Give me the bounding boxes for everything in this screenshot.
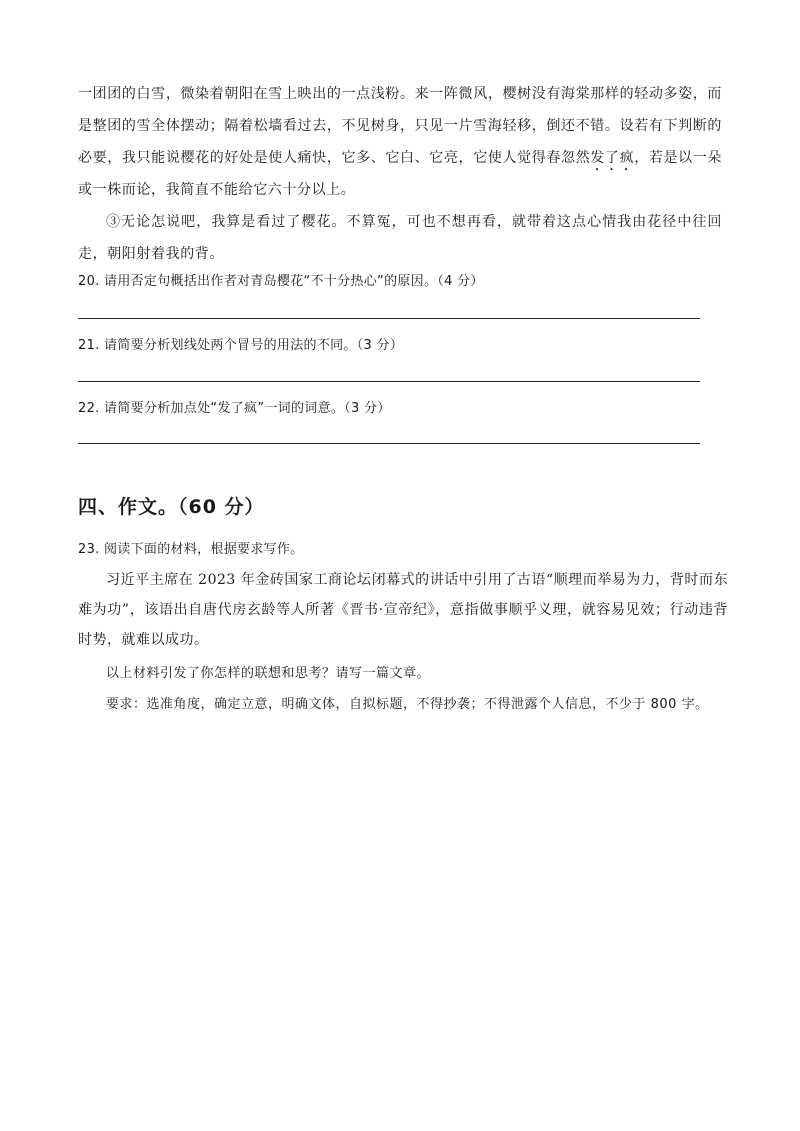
question-number: 20.: [78, 274, 100, 289]
essay-requirements: 要求：选准角度，确定立意，明确文体，自拟标题，不得抄袭；不得泄露个人信息，不少于 800 字。: [106, 697, 709, 712]
section-title-composition: 四、作文。（60 分）: [78, 496, 265, 518]
question-21: [78, 336, 403, 356]
question-text: 请简要分析划线处两个冒号的用法的不同。（3 分）: [104, 338, 404, 353]
question-number: 23.: [78, 542, 100, 557]
essay-material: 习近平主席在 2023 年金砖国家工商论坛闭幕式的讲话中引用了古语“顺理而举易为力，背时而东难为功”，该语出自唐代房玄龄等人所著《晋书·宣帝纪》，意指做事顺乎义理，就容易见效；行动违背时势，就难以成功。: [78, 572, 728, 648]
question-text: 请简要分析加点处“发了疯”一词的词意。（3 分）: [104, 401, 391, 416]
essay-prompt: 以上材料引发了你怎样的联想和思考？请写一篇文章。: [106, 666, 431, 681]
passage-paragraph-1: [78, 78, 722, 206]
question-text: 阅读下面的材料，根据要求写作。: [104, 542, 304, 557]
question-text: 请用否定句概括出作者对青岛樱花“不十分热心”的原因。（4 分）: [104, 274, 484, 289]
question-22: [78, 399, 391, 419]
question-number: 21.: [78, 338, 100, 353]
passage-paragraph-1-tail: ，若是以一朵或一株而论，我简直不能给它六十分以上。: [78, 150, 723, 198]
question-number: 22.: [78, 401, 100, 416]
answer-line-22[interactable]: [78, 443, 700, 444]
question-23: [78, 540, 304, 560]
question-20: [78, 272, 484, 292]
answer-line-20[interactable]: [78, 318, 700, 319]
passage-paragraph-2: ③无论怎说吧，我算是看过了樱花。不算冤，可也不想再看，就带着这点心情我由花径中往回走，朝阳射着我的背。: [78, 214, 722, 262]
answer-line-21[interactable]: [78, 381, 700, 382]
emphasized-phrase: 发了疯: [590, 150, 635, 166]
passage-paragraph-1-text: 一团团的白雪，微染着朝阳在雪上映出的一点浅粉。来一阵微风，樱树没有海棠那样的轻动多姿，而是整团的雪全体摆动；隔着松墙看过去，不见树身，只见一片雪海轻移，倒还不错。设若有下判断的必要，我只能说樱花的好处是使人痛快，它多、它白、它亮，它使人觉得春忽然: [78, 86, 722, 166]
